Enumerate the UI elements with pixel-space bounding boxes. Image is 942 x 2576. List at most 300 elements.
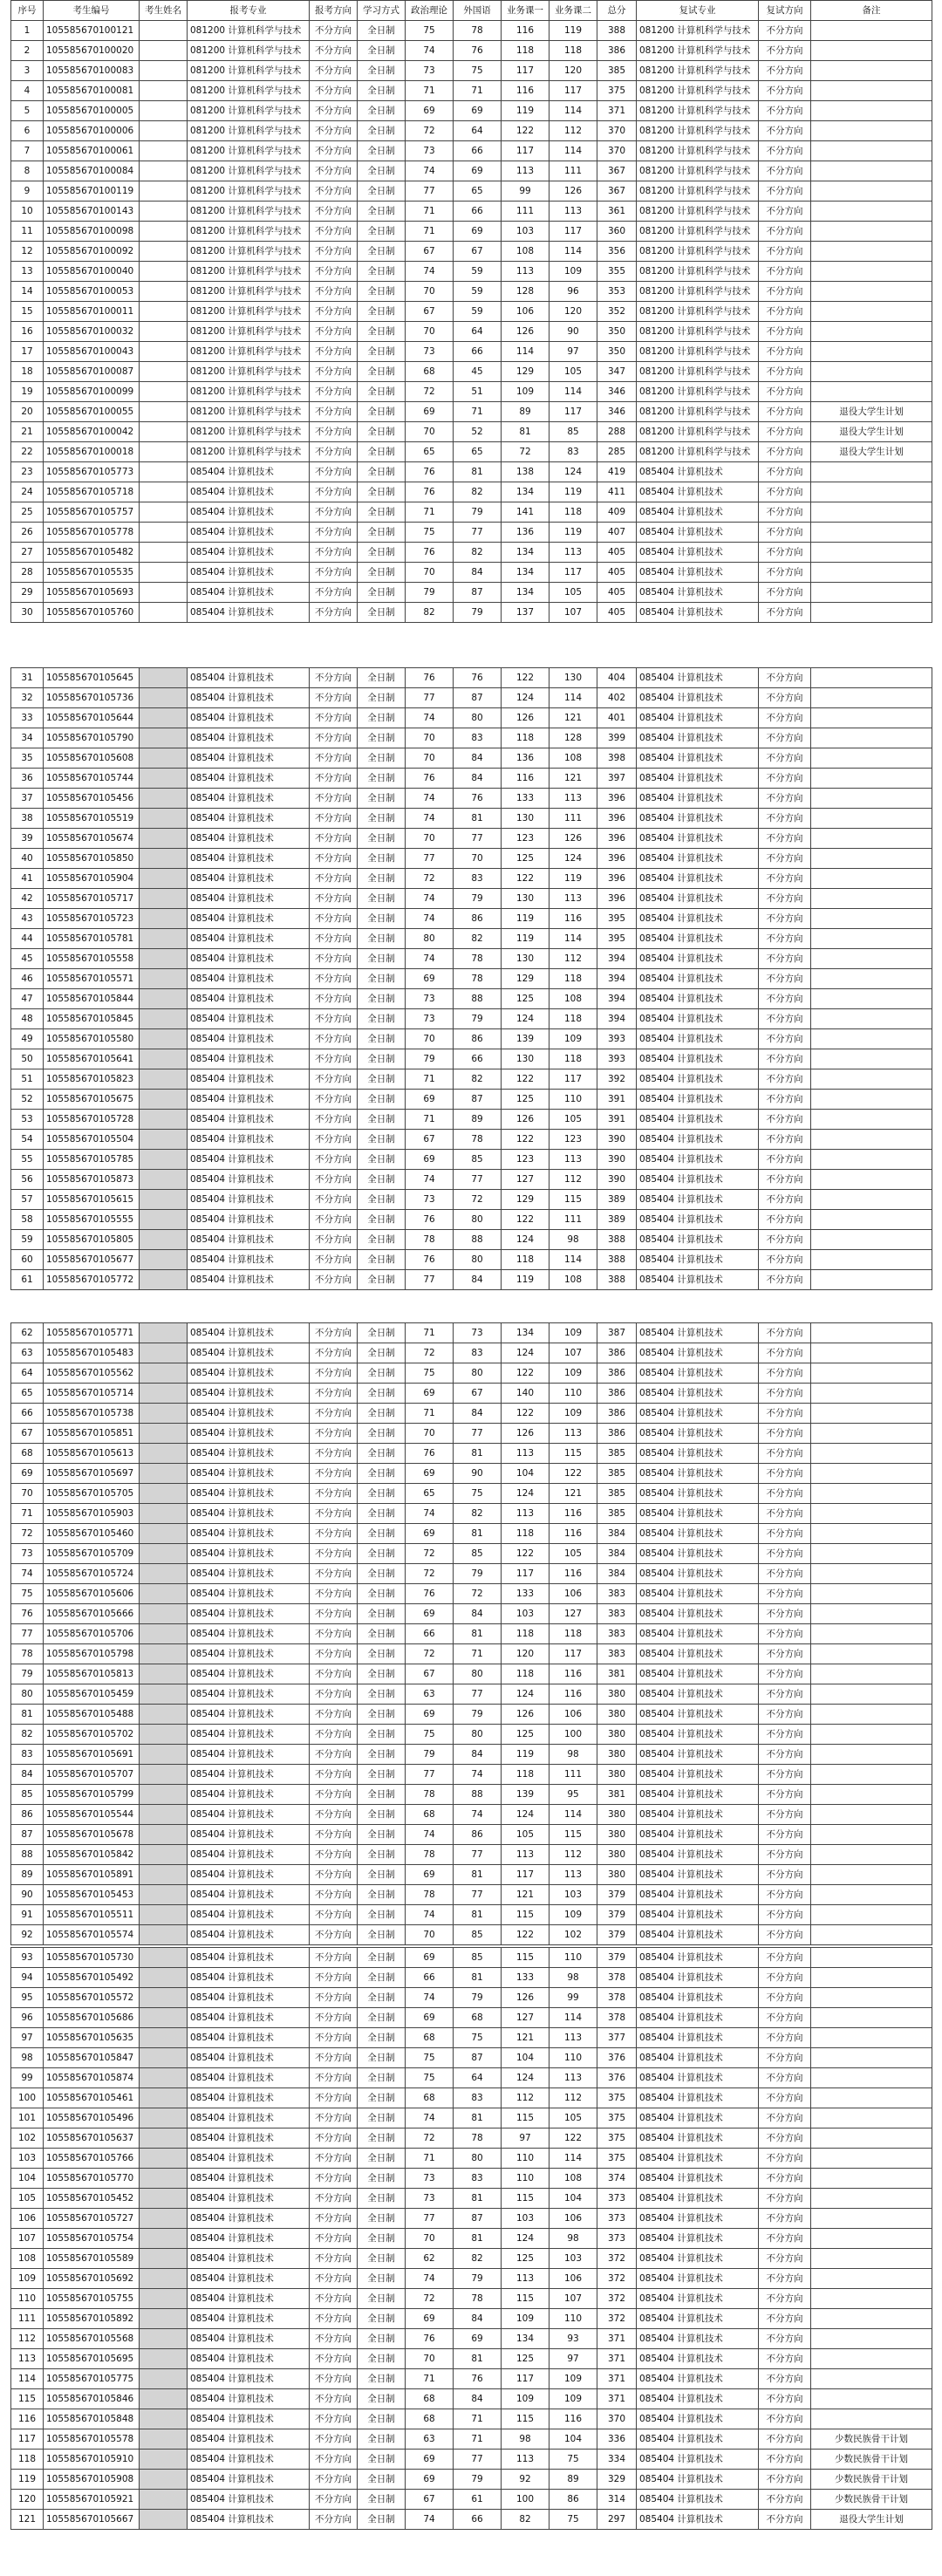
cell-course1-score: 122	[502, 1404, 550, 1424]
cell-total-score: 391	[597, 1090, 637, 1110]
cell-candidate-id: 105585670105702	[44, 1725, 140, 1745]
cell-politics-score: 76	[406, 1444, 454, 1464]
cell-applied-major: 085404 计算机技术	[188, 2028, 310, 2048]
cell-foreign-language-score: 79	[454, 603, 502, 623]
cell-total-score: 371	[597, 2389, 637, 2409]
table-row	[11, 2450, 932, 2470]
cell-course2-score: 85	[550, 422, 597, 442]
cell-course2-score: 99	[550, 1988, 597, 2008]
cell-foreign-language-score: 81	[454, 2189, 502, 2209]
cell-applied-direction: 不分方向	[310, 1968, 358, 1988]
cell-course1-score: 97	[502, 2128, 550, 2149]
cell-retest-direction: 不分方向	[759, 2189, 811, 2209]
cell-course1-score: 141	[502, 502, 550, 523]
cell-study-mode: 全日制	[358, 668, 406, 688]
cell-applied-major: 085404 计算机技术	[188, 2209, 310, 2229]
cell-seq: 15	[11, 302, 44, 322]
cell-total-score: 373	[597, 2209, 637, 2229]
cell-applied-direction: 不分方向	[310, 1705, 358, 1725]
table-row	[11, 2369, 932, 2389]
cell-total-score: 375	[597, 2088, 637, 2108]
cell-retest-major: 085404 计算机技术	[637, 1250, 759, 1270]
cell-remark	[811, 2229, 932, 2249]
cell-applied-direction: 不分方向	[310, 2008, 358, 2028]
cell-candidate-name	[140, 202, 188, 222]
cell-foreign-language-score: 89	[454, 1110, 502, 1130]
cell-seq: 61	[11, 1270, 44, 1290]
header-applied-direction: 报考方向	[310, 1, 358, 21]
cell-retest-direction: 不分方向	[759, 81, 811, 101]
cell-remark	[811, 1270, 932, 1290]
cell-seq: 23	[11, 462, 44, 482]
cell-retest-major: 085404 计算机技术	[637, 2048, 759, 2068]
cell-candidate-id: 105585670105686	[44, 2008, 140, 2028]
cell-candidate-id: 105585670105562	[44, 1363, 140, 1384]
cell-course1-score: 124	[502, 1230, 550, 1250]
cell-retest-direction: 不分方向	[759, 1644, 811, 1664]
cell-applied-direction: 不分方向	[310, 222, 358, 242]
cell-applied-direction: 不分方向	[310, 1745, 358, 1765]
cell-applied-direction: 不分方向	[310, 21, 358, 41]
cell-seq: 95	[11, 1988, 44, 2008]
cell-politics-score: 73	[406, 989, 454, 1009]
cell-foreign-language-score: 59	[454, 302, 502, 322]
table-body	[11, 1948, 932, 2530]
cell-retest-direction: 不分方向	[759, 302, 811, 322]
cell-course2-score: 115	[550, 1190, 597, 1210]
cell-applied-major: 085404 计算机技术	[188, 1090, 310, 1110]
table-row	[11, 523, 932, 543]
cell-applied-direction: 不分方向	[310, 1130, 358, 1150]
cell-course2-score: 114	[550, 929, 597, 949]
cell-applied-direction: 不分方向	[310, 422, 358, 442]
cell-candidate-id: 105585670100040	[44, 262, 140, 282]
cell-retest-direction: 不分方向	[759, 1885, 811, 1905]
cell-course1-score: 110	[502, 2149, 550, 2169]
cell-applied-major: 085404 计算机技术	[188, 829, 310, 849]
cell-candidate-name	[140, 668, 188, 688]
cell-seq: 37	[11, 789, 44, 809]
cell-retest-major: 085404 计算机技术	[637, 2068, 759, 2088]
table-body	[11, 21, 932, 623]
cell-course1-score: 124	[502, 1343, 550, 1363]
cell-course2-score: 89	[550, 2470, 597, 2490]
cell-course2-score: 110	[550, 1384, 597, 1404]
cell-total-score: 392	[597, 1069, 637, 1090]
cell-applied-direction: 不分方向	[310, 462, 358, 482]
cell-retest-direction: 不分方向	[759, 1948, 811, 1968]
cell-candidate-id: 105585670105519	[44, 809, 140, 829]
cell-applied-direction: 不分方向	[310, 688, 358, 708]
cell-candidate-name	[140, 1210, 188, 1230]
cell-foreign-language-score: 76	[454, 41, 502, 61]
cell-retest-major: 085404 计算机技术	[637, 1170, 759, 1190]
cell-applied-direction: 不分方向	[310, 789, 358, 809]
cell-candidate-name	[140, 2389, 188, 2409]
cell-retest-direction: 不分方向	[759, 1684, 811, 1705]
cell-remark	[811, 1130, 932, 1150]
cell-study-mode: 全日制	[358, 2429, 406, 2450]
cell-remark	[811, 101, 932, 121]
cell-candidate-name	[140, 1384, 188, 1404]
cell-course2-score: 86	[550, 2490, 597, 2510]
cell-applied-major: 085404 计算机技术	[188, 1424, 310, 1444]
cell-applied-direction: 不分方向	[310, 1644, 358, 1664]
cell-total-score: 361	[597, 202, 637, 222]
cell-study-mode: 全日制	[358, 482, 406, 502]
cell-retest-major: 085404 计算机技术	[637, 708, 759, 728]
cell-politics-score: 67	[406, 2490, 454, 2510]
cell-applied-direction: 不分方向	[310, 1544, 358, 1564]
cell-remark: 少数民族骨干计划	[811, 2450, 932, 2470]
table-row	[11, 1564, 932, 1584]
cell-applied-direction: 不分方向	[310, 1664, 358, 1684]
cell-candidate-id: 105585670105744	[44, 769, 140, 789]
cell-course1-score: 119	[502, 101, 550, 121]
cell-candidate-name	[140, 362, 188, 382]
cell-applied-major: 081200 计算机科学与技术	[188, 181, 310, 202]
cell-course2-score: 115	[550, 1825, 597, 1845]
cell-course1-score: 122	[502, 1130, 550, 1150]
cell-remark	[811, 81, 932, 101]
cell-candidate-id: 105585670105558	[44, 949, 140, 969]
cell-candidate-name	[140, 1504, 188, 1524]
cell-applied-major: 085404 计算机技术	[188, 2470, 310, 2490]
cell-course2-score: 108	[550, 748, 597, 769]
cell-retest-direction: 不分方向	[759, 929, 811, 949]
cell-retest-direction: 不分方向	[759, 2088, 811, 2108]
cell-course2-score: 114	[550, 1805, 597, 1825]
cell-course1-score: 116	[502, 81, 550, 101]
table-row	[11, 121, 932, 141]
cell-foreign-language-score: 87	[454, 2048, 502, 2068]
cell-course1-score: 124	[502, 1484, 550, 1504]
cell-politics-score: 72	[406, 1644, 454, 1664]
cell-total-score: 405	[597, 563, 637, 583]
cell-applied-direction: 不分方向	[310, 2309, 358, 2329]
table-row	[11, 2128, 932, 2149]
cell-applied-major: 085404 计算机技术	[188, 2289, 310, 2309]
cell-course2-score: 98	[550, 2229, 597, 2249]
cell-study-mode: 全日制	[358, 2510, 406, 2530]
cell-seq: 87	[11, 1825, 44, 1845]
cell-candidate-name	[140, 1323, 188, 1343]
cell-retest-direction: 不分方向	[759, 2108, 811, 2128]
cell-foreign-language-score: 82	[454, 1504, 502, 1524]
cell-study-mode: 全日制	[358, 81, 406, 101]
cell-total-score: 389	[597, 1210, 637, 1230]
cell-foreign-language-score: 80	[454, 1664, 502, 1684]
cell-foreign-language-score: 71	[454, 81, 502, 101]
cell-applied-direction: 不分方向	[310, 1524, 358, 1544]
cell-total-score: 367	[597, 161, 637, 181]
cell-course2-score: 110	[550, 1090, 597, 1110]
cell-foreign-language-score: 78	[454, 2289, 502, 2309]
cell-study-mode: 全日制	[358, 141, 406, 161]
cell-seq: 53	[11, 1110, 44, 1130]
cell-seq: 86	[11, 1805, 44, 1825]
cell-politics-score: 72	[406, 1544, 454, 1564]
cell-study-mode: 全日制	[358, 869, 406, 889]
cell-applied-major: 085404 计算机技术	[188, 1170, 310, 1190]
cell-politics-score: 74	[406, 2510, 454, 2530]
cell-candidate-id: 105585670105589	[44, 2249, 140, 2269]
cell-course2-score: 117	[550, 402, 597, 422]
cell-course2-score: 120	[550, 61, 597, 81]
cell-politics-score: 73	[406, 1009, 454, 1029]
cell-remark	[811, 1765, 932, 1785]
cell-applied-major: 081200 计算机科学与技术	[188, 202, 310, 222]
cell-politics-score: 71	[406, 1404, 454, 1424]
cell-applied-major: 085404 计算机技术	[188, 1250, 310, 1270]
table-row	[11, 1150, 932, 1170]
cell-foreign-language-score: 71	[454, 2409, 502, 2429]
cell-applied-major: 085404 计算机技术	[188, 1644, 310, 1664]
cell-candidate-name	[140, 1968, 188, 1988]
cell-total-score: 372	[597, 2269, 637, 2289]
cell-course1-score: 72	[502, 442, 550, 462]
table-row	[11, 1363, 932, 1384]
table-row	[11, 1270, 932, 1290]
cell-course2-score: 110	[550, 1948, 597, 1968]
cell-applied-direction: 不分方向	[310, 2189, 358, 2209]
cell-total-score: 394	[597, 949, 637, 969]
cell-seq: 11	[11, 222, 44, 242]
cell-course2-score: 105	[550, 1110, 597, 1130]
table-row	[11, 603, 932, 623]
cell-foreign-language-score: 83	[454, 869, 502, 889]
cell-politics-score: 70	[406, 2229, 454, 2249]
cell-applied-major: 085404 计算机技术	[188, 969, 310, 989]
table-page-4	[10, 1947, 932, 2530]
cell-total-score: 388	[597, 1230, 637, 1250]
cell-remark	[811, 1029, 932, 1049]
cell-politics-score: 65	[406, 1484, 454, 1504]
cell-applied-major: 085404 计算机技术	[188, 2349, 310, 2369]
cell-course2-score: 113	[550, 889, 597, 909]
cell-total-score: 350	[597, 342, 637, 362]
cell-candidate-name	[140, 1805, 188, 1825]
cell-candidate-name	[140, 1009, 188, 1029]
cell-course2-score: 112	[550, 121, 597, 141]
table-row	[11, 1130, 932, 1150]
cell-total-score: 373	[597, 2229, 637, 2249]
cell-applied-major: 085404 计算机技术	[188, 1343, 310, 1363]
cell-course1-score: 113	[502, 2269, 550, 2289]
cell-candidate-name	[140, 1049, 188, 1069]
cell-applied-direction: 不分方向	[310, 949, 358, 969]
cell-seq: 43	[11, 909, 44, 929]
cell-politics-score: 70	[406, 2349, 454, 2369]
cell-course1-score: 126	[502, 1988, 550, 2008]
cell-course1-score: 119	[502, 909, 550, 929]
cell-applied-direction: 不分方向	[310, 1825, 358, 1845]
cell-course1-score: 133	[502, 1968, 550, 1988]
cell-retest-major: 085404 计算机技术	[637, 1785, 759, 1805]
cell-foreign-language-score: 79	[454, 2470, 502, 2490]
cell-course2-score: 121	[550, 769, 597, 789]
cell-total-score: 390	[597, 1150, 637, 1170]
table-row	[11, 141, 932, 161]
cell-retest-direction: 不分方向	[759, 909, 811, 929]
cell-candidate-id: 105585670105771	[44, 1323, 140, 1343]
cell-applied-major: 085404 计算机技术	[188, 1905, 310, 1925]
cell-foreign-language-score: 45	[454, 362, 502, 382]
cell-total-score: 396	[597, 849, 637, 869]
cell-course2-score: 118	[550, 502, 597, 523]
cell-study-mode: 全日制	[358, 789, 406, 809]
table-row	[11, 583, 932, 603]
cell-politics-score: 75	[406, 2068, 454, 2088]
cell-applied-direction: 不分方向	[310, 1464, 358, 1484]
cell-total-score: 360	[597, 222, 637, 242]
cell-course1-score: 119	[502, 929, 550, 949]
cell-course2-score: 124	[550, 462, 597, 482]
cell-course2-score: 107	[550, 1343, 597, 1363]
cell-retest-direction: 不分方向	[759, 1150, 811, 1170]
cell-retest-major: 085404 计算机技术	[637, 1684, 759, 1705]
cell-foreign-language-score: 86	[454, 1825, 502, 1845]
cell-study-mode: 全日制	[358, 849, 406, 869]
cell-seq: 79	[11, 1664, 44, 1684]
cell-candidate-name	[140, 1424, 188, 1444]
cell-seq: 70	[11, 1484, 44, 1504]
cell-candidate-id: 105585670105677	[44, 1250, 140, 1270]
cell-retest-major: 085404 计算机技术	[637, 1384, 759, 1404]
cell-retest-major: 081200 计算机科学与技术	[637, 422, 759, 442]
cell-candidate-name	[140, 889, 188, 909]
cell-study-mode: 全日制	[358, 2269, 406, 2289]
cell-foreign-language-score: 85	[454, 1150, 502, 1170]
cell-retest-major: 081200 计算机科学与技术	[637, 21, 759, 41]
cell-remark	[811, 2329, 932, 2349]
cell-remark	[811, 1190, 932, 1210]
cell-remark	[811, 1584, 932, 1604]
cell-retest-major: 085404 计算机技术	[637, 2169, 759, 2189]
cell-candidate-id: 105585670105459	[44, 1684, 140, 1705]
cell-retest-major: 085404 计算机技术	[637, 1705, 759, 1725]
cell-candidate-name	[140, 2128, 188, 2149]
cell-retest-direction: 不分方向	[759, 563, 811, 583]
cell-candidate-name	[140, 583, 188, 603]
cell-study-mode: 全日制	[358, 1504, 406, 1524]
cell-total-score: 334	[597, 2450, 637, 2470]
cell-course2-score: 113	[550, 789, 597, 809]
cell-study-mode: 全日制	[358, 1130, 406, 1150]
cell-course2-score: 114	[550, 1250, 597, 1270]
cell-retest-major: 085404 计算机技术	[637, 1404, 759, 1424]
cell-course1-score: 122	[502, 1925, 550, 1945]
cell-seq: 45	[11, 949, 44, 969]
cell-course2-score: 119	[550, 523, 597, 543]
cell-foreign-language-score: 83	[454, 1343, 502, 1363]
cell-course2-score: 117	[550, 81, 597, 101]
cell-remark	[811, 202, 932, 222]
cell-study-mode: 全日制	[358, 708, 406, 728]
cell-remark	[811, 869, 932, 889]
cell-retest-direction: 不分方向	[759, 1504, 811, 1524]
cell-seq: 35	[11, 748, 44, 769]
cell-seq: 59	[11, 1230, 44, 1250]
cell-applied-direction: 不分方向	[310, 1150, 358, 1170]
cell-remark	[811, 2088, 932, 2108]
cell-retest-major: 085404 计算机技术	[637, 1424, 759, 1444]
header-politics-score: 政治理论	[406, 1, 454, 21]
cell-course1-score: 116	[502, 21, 550, 41]
cell-study-mode: 全日制	[358, 61, 406, 81]
cell-politics-score: 72	[406, 2128, 454, 2149]
header-candidate-id: 考生编号	[44, 1, 140, 21]
cell-foreign-language-score: 82	[454, 1069, 502, 1090]
cell-politics-score: 79	[406, 1745, 454, 1765]
cell-politics-score: 78	[406, 1885, 454, 1905]
cell-retest-major: 085404 计算机技术	[637, 1644, 759, 1664]
cell-remark	[811, 362, 932, 382]
cell-study-mode: 全日制	[358, 929, 406, 949]
cell-politics-score: 73	[406, 1190, 454, 1210]
table-row	[11, 21, 932, 41]
cell-applied-major: 085404 计算机技术	[188, 462, 310, 482]
table-row	[11, 302, 932, 322]
cell-course2-score: 95	[550, 1785, 597, 1805]
cell-retest-direction: 不分方向	[759, 2490, 811, 2510]
cell-total-score: 411	[597, 482, 637, 502]
table-row	[11, 2470, 932, 2490]
cell-candidate-id: 105585670105754	[44, 2229, 140, 2249]
cell-retest-major: 085404 计算机技术	[637, 1544, 759, 1564]
cell-applied-major: 085404 计算机技术	[188, 2108, 310, 2128]
cell-remark	[811, 1885, 932, 1905]
cell-retest-direction: 不分方向	[759, 583, 811, 603]
cell-retest-direction: 不分方向	[759, 2229, 811, 2249]
cell-politics-score: 75	[406, 1363, 454, 1384]
cell-seq: 83	[11, 1745, 44, 1765]
cell-study-mode: 全日制	[358, 1968, 406, 1988]
cell-course2-score: 116	[550, 909, 597, 929]
table-row	[11, 1948, 932, 1968]
table-row	[11, 929, 932, 949]
cell-course2-score: 108	[550, 989, 597, 1009]
cell-total-score: 393	[597, 1029, 637, 1049]
cell-applied-major: 085404 计算机技术	[188, 849, 310, 869]
cell-applied-direction: 不分方向	[310, 2269, 358, 2289]
cell-retest-major: 085404 计算机技术	[637, 603, 759, 623]
cell-candidate-id: 105585670105555	[44, 1210, 140, 1230]
cell-total-score: 336	[597, 2429, 637, 2450]
cell-course2-score: 114	[550, 2008, 597, 2028]
cell-candidate-name	[140, 2490, 188, 2510]
cell-politics-score: 78	[406, 1785, 454, 1805]
cell-course2-score: 104	[550, 2429, 597, 2450]
cell-remark	[811, 708, 932, 728]
cell-total-score: 384	[597, 1524, 637, 1544]
cell-candidate-name	[140, 2450, 188, 2470]
cell-course2-score: 109	[550, 1323, 597, 1343]
cell-candidate-id: 105585670105496	[44, 2108, 140, 2128]
cell-retest-major: 081200 计算机科学与技术	[637, 402, 759, 422]
cell-candidate-name	[140, 2068, 188, 2088]
cell-applied-direction: 不分方向	[310, 2329, 358, 2349]
cell-study-mode: 全日制	[358, 2048, 406, 2068]
cell-applied-direction: 不分方向	[310, 1230, 358, 1250]
cell-seq: 44	[11, 929, 44, 949]
cell-seq: 6	[11, 121, 44, 141]
cell-course1-score: 119	[502, 1270, 550, 1290]
cell-seq: 50	[11, 1049, 44, 1069]
cell-remark	[811, 929, 932, 949]
table-row	[11, 2189, 932, 2209]
cell-candidate-id: 105585670105823	[44, 1069, 140, 1090]
